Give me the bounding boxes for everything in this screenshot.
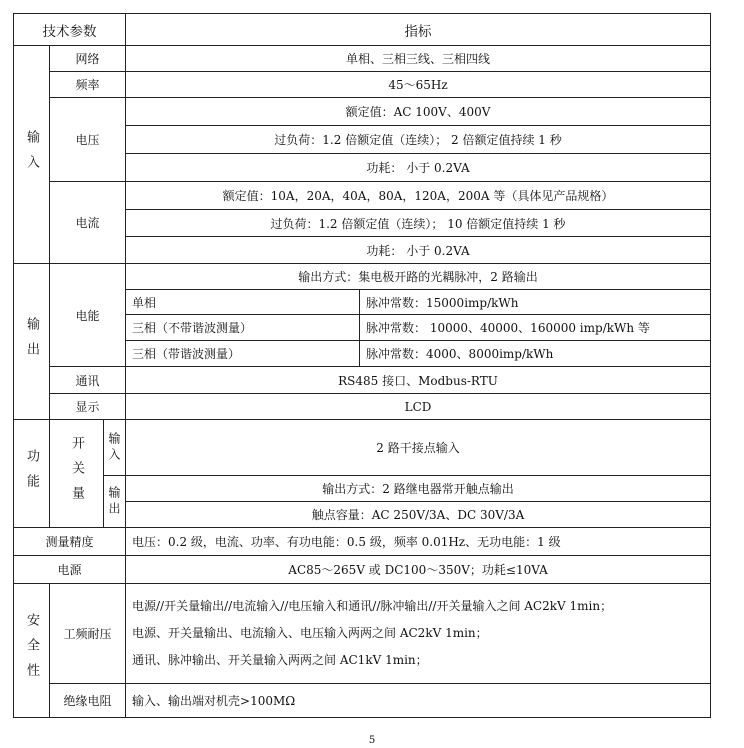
spec-table bbox=[13, 13, 711, 718]
table-row bbox=[14, 98, 711, 126]
group-output: 输出 bbox=[14, 264, 50, 420]
voltage-overload: 过负荷：1.2 倍额定值（连续）； 2 倍额定值持续 1 秒 bbox=[126, 126, 711, 154]
comm-value: RS485 接口、Modbus-RTU bbox=[126, 367, 711, 394]
table-row bbox=[14, 556, 711, 584]
withstand-value bbox=[126, 584, 711, 684]
energy-type: 三相（带谐波测量） bbox=[126, 341, 360, 367]
header-row bbox=[14, 14, 711, 46]
table-row bbox=[14, 367, 711, 394]
frequency-label: 频率 bbox=[50, 72, 126, 98]
switch-output-capacity: 触点容量：AC 250V/3A、DC 30V/3A bbox=[126, 502, 711, 528]
withstand-line: 电源、开关量输出、电流输入、电压输入两两之间 AC2kV 1min； bbox=[132, 626, 488, 640]
energy-mode: 输出方式：集电极开路的光耦脉冲，2 路输出 bbox=[126, 264, 711, 290]
group-input: 输入 bbox=[14, 46, 50, 264]
table-row bbox=[14, 476, 711, 502]
frequency-value: 45～65Hz bbox=[126, 72, 711, 98]
header-spec: 指标 bbox=[126, 14, 711, 46]
switch-input-label: 输入 bbox=[104, 420, 126, 476]
table-row bbox=[14, 528, 711, 556]
switch-output-label: 输出 bbox=[104, 476, 126, 528]
withstand-line: 电源//开关量输出//电流输入//电压输入和通讯//脉冲输出//开关量输入之间 AC2kV 1min； bbox=[132, 599, 613, 613]
accuracy-value: 电压：0.2 级，电流、功率、有功电能：0.5 级，频率 0.01Hz、无功电能：1 级 bbox=[126, 528, 711, 556]
switch-output-mode: 输出方式：2 路继电器常开触点输出 bbox=[126, 476, 711, 502]
group-function: 功能 bbox=[14, 420, 50, 528]
withstand-label: 工频耐压 bbox=[50, 584, 126, 684]
switch-input-value: 2 路干接点输入 bbox=[126, 420, 711, 476]
energy-type: 三相（不带谐波测量） bbox=[126, 315, 360, 341]
current-label: 电流 bbox=[50, 182, 126, 264]
group-safety: 安全性 bbox=[14, 584, 50, 718]
current-rated: 额定值：10A，20A，40A，80A，120A，200A 等（具体见产品规格） bbox=[126, 182, 711, 210]
table-row bbox=[14, 584, 711, 684]
current-power: 功耗： 小于 0.2VA bbox=[126, 237, 711, 264]
table-row bbox=[14, 72, 711, 98]
current-overload: 过负荷：1.2 倍额定值（连续）； 10 倍额定值持续 1 秒 bbox=[126, 210, 711, 237]
network-value: 单相、三相三线、三相四线 bbox=[126, 46, 711, 72]
table-row bbox=[14, 264, 711, 290]
voltage-rated: 额定值：AC 100V、400V bbox=[126, 98, 711, 126]
insulation-value: 输入、输出端对机壳>100MΩ bbox=[126, 684, 711, 718]
energy-constant: 脉冲常数： 10000、40000、160000 imp/kWh 等 bbox=[360, 315, 711, 341]
switch-label: 开关量 bbox=[50, 420, 104, 528]
header-param: 技术参数 bbox=[14, 14, 126, 46]
energy-constant: 脉冲常数：15000imp/kWh bbox=[360, 290, 711, 315]
voltage-power: 功耗： 小于 0.2VA bbox=[126, 154, 711, 182]
table-row bbox=[14, 394, 711, 420]
page-number: 5 bbox=[368, 735, 376, 746]
table-row bbox=[14, 684, 711, 718]
display-value: LCD bbox=[126, 394, 711, 420]
network-label: 网络 bbox=[50, 46, 126, 72]
voltage-label: 电压 bbox=[50, 98, 126, 182]
energy-type: 单相 bbox=[126, 290, 360, 315]
table-row bbox=[14, 420, 711, 476]
insulation-label: 绝缘电阻 bbox=[50, 684, 126, 718]
accuracy-label: 测量精度 bbox=[14, 528, 126, 556]
withstand-line: 通讯、脉冲输出、开关量输入两两之间 AC1kV 1min； bbox=[132, 653, 428, 667]
table-row bbox=[14, 46, 711, 72]
display-label: 显示 bbox=[50, 394, 126, 420]
table-row bbox=[14, 182, 711, 210]
energy-label: 电能 bbox=[50, 264, 126, 367]
power-supply-label: 电源 bbox=[14, 556, 126, 584]
power-supply-value: AC85～265V 或 DC100～350V；功耗≤10VA bbox=[126, 556, 711, 584]
energy-constant: 脉冲常数：4000、8000imp/kWh bbox=[360, 341, 711, 367]
comm-label: 通讯 bbox=[50, 367, 126, 394]
